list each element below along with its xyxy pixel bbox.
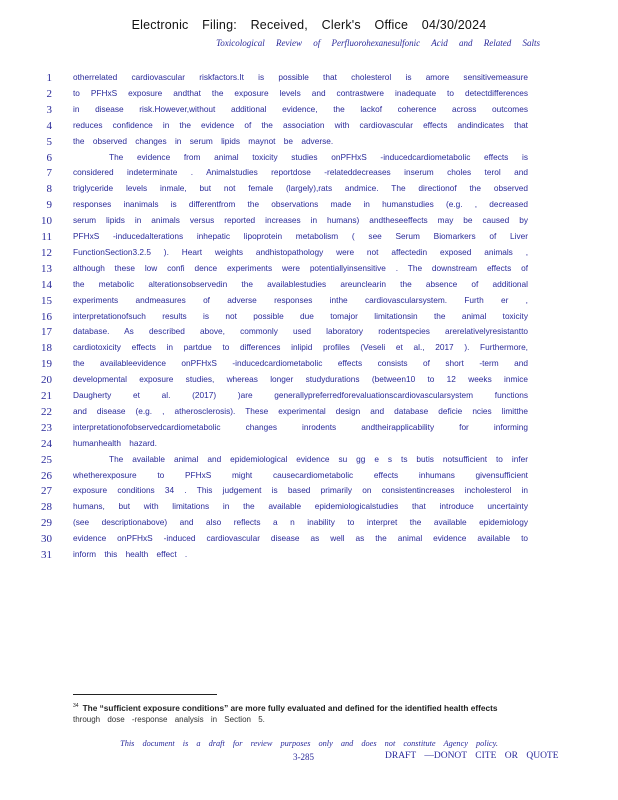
line-number: 25 — [41, 453, 52, 466]
line-number: 16 — [41, 310, 52, 323]
line-number: 23 — [41, 421, 52, 434]
footnote-mark: 34 — [73, 703, 79, 710]
document-line — [0, 120, 618, 136]
document-line — [0, 517, 618, 533]
line-number: 28 — [41, 501, 52, 514]
document-line — [0, 279, 618, 295]
document-line — [0, 470, 618, 486]
line-number: 22 — [41, 405, 52, 418]
document-line — [0, 485, 618, 501]
line-number: 17 — [41, 326, 52, 339]
document-line — [0, 88, 618, 104]
document-line — [0, 263, 618, 279]
line-number: 2 — [46, 87, 52, 100]
document-line — [0, 199, 618, 215]
line-text: inform this health effect . — [73, 549, 188, 559]
document-line — [0, 295, 618, 311]
line-text: cardiotoxicity effects in partdue to differences inlipid profiles (Veseli et al., 2017 ). Furthermore, — [73, 342, 528, 353]
footnote-line-2: through dose -response analysis in Section 5. — [73, 715, 265, 724]
line-text: triglyceride levels inmale, but not female (largely),rats andmice. The directionof the observed — [73, 183, 528, 194]
document-line — [0, 501, 618, 517]
line-text: to PFHxS exposure andthat the exposure levels and contrastwere inadequate to detectdifferences — [73, 87, 528, 98]
line-number: 11 — [41, 231, 52, 243]
document-line — [0, 136, 618, 152]
document-subtitle: Toxicological Review of Perfluorohexanesulfonic Acid and Related Salts — [216, 38, 540, 48]
document-line — [0, 152, 618, 168]
document-line — [0, 326, 618, 342]
line-text: experiments andmeasures of adverse responses inthe cardiovascularsystem. Furth er , — [73, 294, 528, 305]
line-number: 19 — [41, 358, 52, 371]
line-number: 13 — [41, 262, 52, 275]
line-number: 18 — [41, 342, 52, 355]
line-number: 27 — [41, 485, 52, 498]
footnote-text — [73, 703, 528, 713]
line-number: 5 — [46, 135, 52, 148]
line-text: interpretationofsuch results is not possible due tomajor limitationsin the animal toxicity — [73, 310, 528, 321]
line-text: database. As described above, commonly used laboratory rodentspecies arerelativelyresistantto — [73, 326, 528, 337]
line-text: exposure conditions 34 . This judgement is based primarily on consistentincreases incholesterol in — [73, 485, 528, 496]
line-text: although these low confi dence experiments were potentiallyinsensitive . The downstream effects of — [73, 262, 528, 273]
document-line — [0, 390, 618, 406]
line-number: 10 — [41, 215, 52, 228]
line-number: 1 — [46, 72, 52, 84]
document-line — [0, 454, 618, 470]
line-text: (see descriptionabove) and also reflects a n inability to interpret the available epidemiology — [73, 517, 528, 528]
line-number: 8 — [46, 183, 52, 196]
page-number: 3-285 — [293, 752, 314, 762]
document-line — [0, 183, 618, 199]
line-number: 4 — [46, 119, 52, 132]
line-number: 20 — [41, 374, 52, 387]
line-text: humans, but with limitations in the available epidemiologicalstudies that introduce uncertainty — [73, 501, 528, 512]
line-text: Daugherty et al. (2017) )are generallypreferredforevaluationscardiovascularsystem functions — [73, 390, 528, 400]
document-line — [0, 215, 618, 231]
document-line — [0, 406, 618, 422]
line-text: the metabolic alterationsobservedin the availablestudies areunclearin the absence of additional — [73, 278, 528, 289]
draft-disclaimer: This document is a draft for review purposes only and does not constitute Agency policy. — [120, 739, 498, 748]
line-number: 30 — [41, 533, 52, 546]
document-line — [0, 549, 618, 565]
line-text: The evidence from animal toxicity studies onPFHxS -inducedcardiometabolic effects is — [109, 151, 528, 162]
line-number: 12 — [41, 246, 52, 259]
document-line — [0, 438, 618, 454]
line-text: evidence onPFHxS -induced cardiovascular disease as well as the animal evidence available to — [73, 533, 528, 544]
line-text: serum lipids in animals versus reported increases in humans) andtheseeffects may be caused by — [73, 215, 528, 226]
footnote-line-1: The “sufficient exposure conditions” are more fully evaluated and defined for the identified health effects — [82, 703, 498, 713]
document-line — [0, 422, 618, 438]
line-number: 26 — [41, 469, 52, 482]
document-line — [0, 374, 618, 390]
document-line — [0, 533, 618, 549]
line-text: reduces confidence in the evidence of the association with cardiovascular effects andindicates that — [73, 119, 528, 130]
line-number: 14 — [41, 278, 52, 291]
footnote-divider — [73, 694, 217, 695]
line-text: otherrelated cardiovascular riskfactors.It is possible that cholesterol is amore sensitivemeasure — [73, 72, 528, 82]
filing-header: Electronic Filing: Received, Clerk's Office 04/30/2024 — [131, 18, 487, 32]
line-number: 24 — [41, 437, 52, 450]
document-line — [0, 231, 618, 247]
line-text: developmental exposure studies, whereas longer studydurations (between10 to 12 weeks inmice — [73, 374, 528, 385]
draft-notice: DRAFT —DONOT CITE OR QUOTE — [385, 751, 559, 761]
line-number: 15 — [41, 294, 52, 307]
line-text: interpretationofobservedcardiometabolic changes inrodents andtheirapplicability for informing — [73, 421, 528, 432]
line-number: 3 — [46, 103, 52, 116]
line-text: PFHxS -inducedalterations inhepatic lipoprotein metabolism ( see Serum Biomarkers of Liver — [73, 231, 528, 241]
document-line — [0, 247, 618, 263]
document-line — [0, 72, 618, 88]
line-text: The available animal and epidemiological evidence su gg e s ts butis notsufficient to infer — [109, 453, 528, 464]
line-number: 9 — [46, 199, 52, 212]
document-line — [0, 342, 618, 358]
line-text: whetherexposure to PFHxS might causecardiometabolic effects inhumans givensufficient — [73, 469, 528, 480]
line-text: FunctionSection3.2.5 ). Heart weights andhistopathology were not affectedin exposed animals , — [73, 246, 528, 257]
document-line — [0, 311, 618, 327]
line-text: considered indeterminate . Animalstudies reportdose -relateddecreases inserum choles terol and — [73, 167, 528, 178]
line-text: humanhealth hazard. — [73, 437, 157, 448]
document-line — [0, 167, 618, 183]
line-number: 21 — [41, 390, 52, 402]
line-text: responses inanimals is differentfrom the observations made in humanstudies (e.g. , decreased — [73, 199, 528, 210]
line-text: in disease risk.However,without additional evidence, the lackof coherence across outcomes — [73, 103, 528, 114]
line-number: 6 — [46, 151, 52, 164]
line-text: and disease (e.g. , atherosclerosis). These experimental design and database deficie ncies limitthe — [73, 405, 528, 416]
line-text: the availableevidence onPFHxS -inducedcardiometabolic effects consists of short -term and — [73, 358, 528, 369]
document-line — [0, 104, 618, 120]
line-text: the observed changes in serum lipids maynot be adverse. — [73, 135, 334, 146]
line-number: 31 — [41, 549, 52, 561]
line-number: 29 — [41, 517, 52, 530]
document-line — [0, 358, 618, 374]
line-number: 7 — [46, 167, 52, 180]
